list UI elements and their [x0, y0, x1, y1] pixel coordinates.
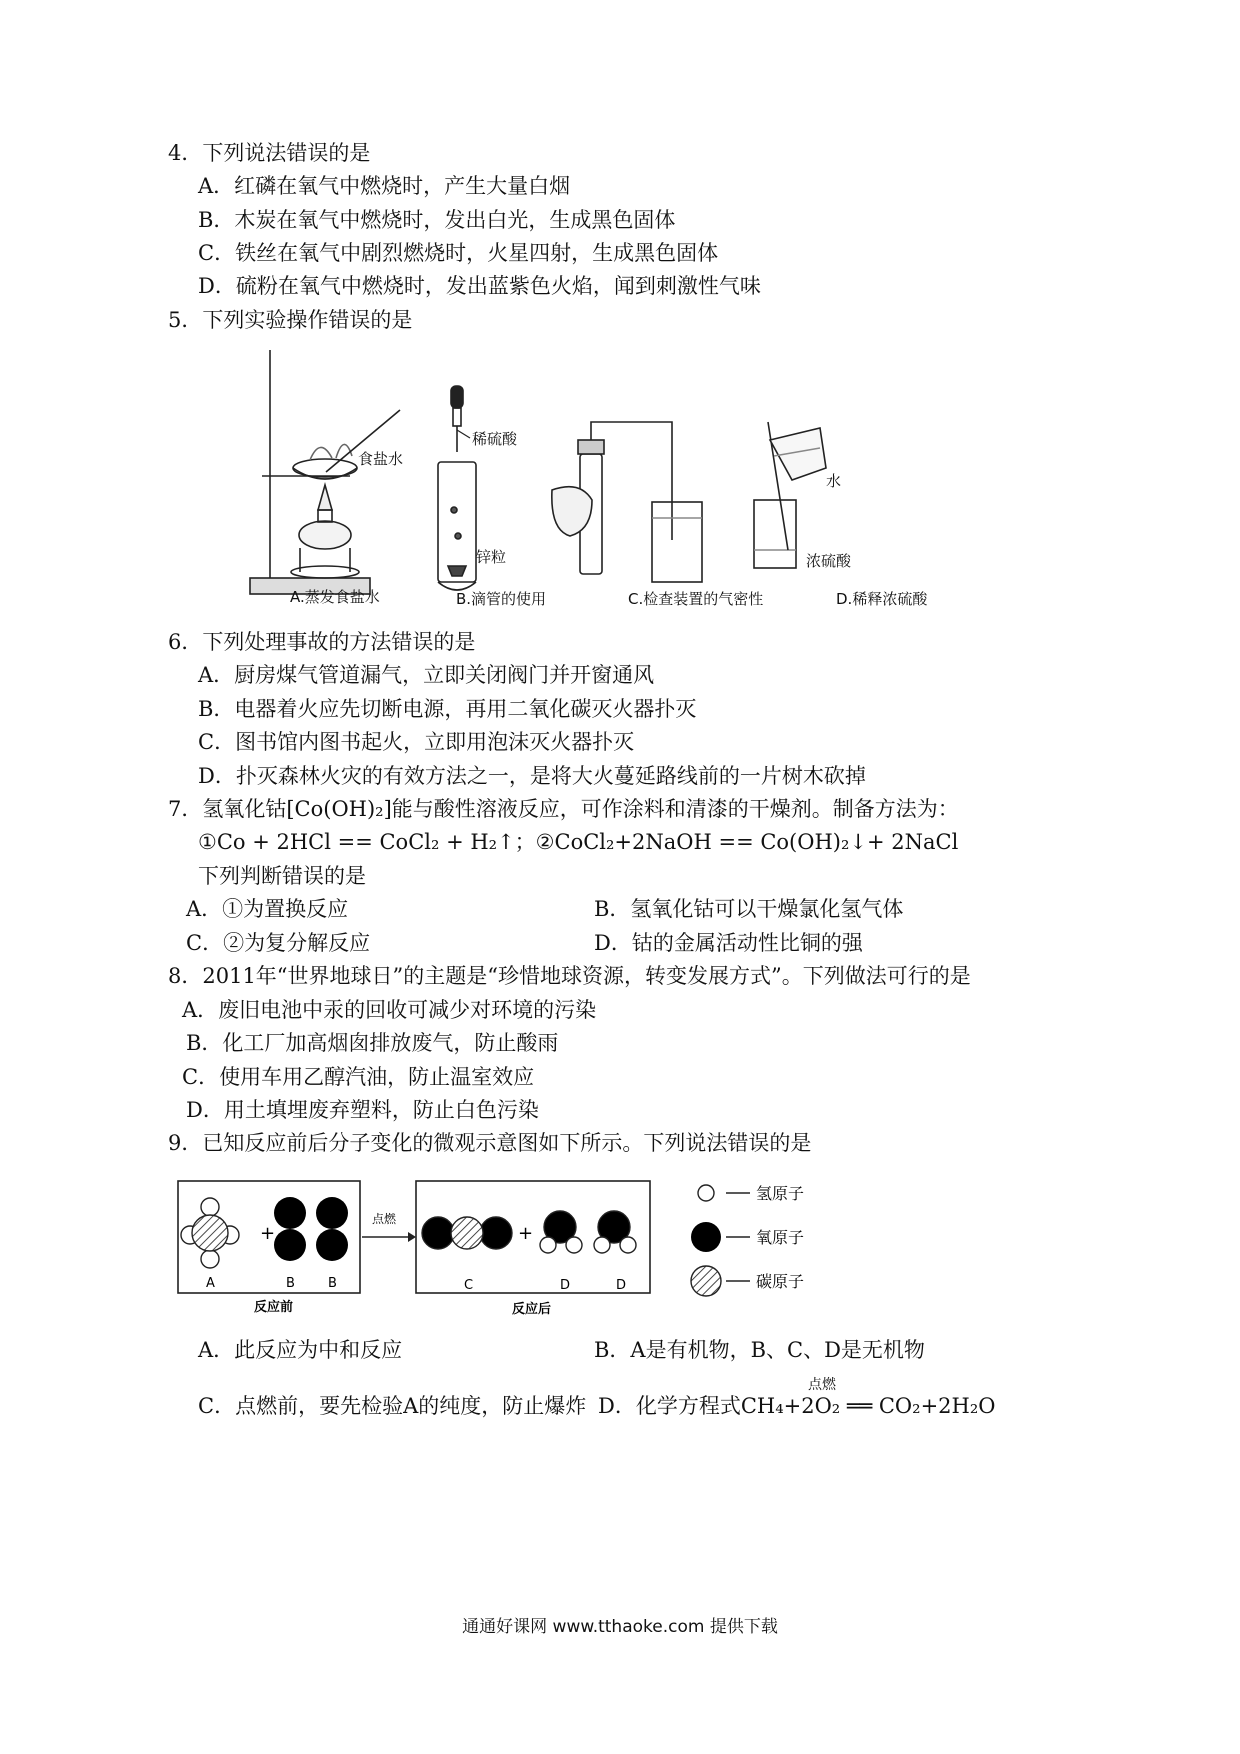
q4-option-b: B．木炭在氧气中燃烧时，发出白光，生成黑色固体 [198, 208, 676, 232]
q4-option-a: A．红磷在氧气中燃烧时，产生大量白烟 [198, 174, 571, 198]
dilution-apparatus [754, 422, 826, 568]
q4-stem: 4．下列说法错误的是 [168, 141, 371, 165]
q9-option-a: A．此反应为中和反应 [198, 1338, 403, 1362]
svg-text:+: + [260, 1223, 276, 1244]
label-zinc: 锌粒 [476, 548, 507, 566]
legend-hydrogen: 氢原子 [756, 1184, 805, 1203]
label-salt-water: 食盐水 [358, 450, 404, 468]
q8-option-d: D．用土填埋废弃塑料，防止白色污染 [186, 1098, 539, 1122]
q4-option-d: D．硫粉在氧气中燃烧时，发出蓝紫色火焰，闻到刺激性气味 [198, 274, 761, 298]
q9-reaction-condition: 点燃 [808, 1377, 836, 1393]
oxygen-molecules [274, 1197, 348, 1261]
caption-b: B.滴管的使用 [456, 590, 547, 608]
label-b1: B [286, 1276, 295, 1291]
caption-a: A.蒸发食盐水 [290, 588, 380, 606]
label-c: C [464, 1278, 474, 1293]
label-dilute-acid: 稀硫酸 [472, 430, 518, 448]
svg-text:+: + [518, 1223, 534, 1244]
label-water: 水 [826, 472, 842, 490]
legend-carbon-swatch [691, 1266, 721, 1296]
q7-option-b: B．氢氧化钴可以干燥氯化氢气体 [594, 897, 904, 921]
airtightness-apparatus [552, 422, 702, 582]
page-footer: 通通好课网 www.tthaoke.com 提供下载 [462, 1617, 778, 1637]
q8-option-b: B．化工厂加高烟囱排放废气，防止酸雨 [186, 1031, 559, 1055]
q6-option-d: D．扑灭森林火灾的有效方法之一，是将大火蔓延路线前的一片树木砍掉 [198, 764, 866, 788]
label-d2: D [616, 1278, 627, 1293]
q5-stem: 5．下列实验操作错误的是 [168, 308, 413, 332]
label-b2: B [328, 1276, 337, 1291]
q7-subquestion: 下列判断错误的是 [198, 864, 366, 888]
q8-stem: 8．2011年“世界地球日”的主题是“珍惜地球资源，转变发展方式”。下列做法可行的是 [168, 964, 971, 988]
caption-c: C.检查装置的气密性 [628, 590, 764, 608]
legend-oxygen: 氧原子 [756, 1228, 805, 1247]
evaporation-apparatus [250, 350, 400, 594]
q7-option-d: D．钴的金属活动性比铜的强 [594, 931, 863, 955]
label-conc-acid: 浓硫酸 [806, 552, 852, 570]
arrow-label: 点燃 [372, 1212, 397, 1226]
q8-option-a: A．废旧电池中汞的回收可减少对环境的污染 [182, 998, 597, 1022]
q7-option-a: A．①为置换反应 [186, 897, 349, 921]
label-d1: D [560, 1278, 571, 1293]
q9-option-c: C．点燃前，要先检验A的纯度，防止爆炸 [198, 1394, 587, 1418]
q9-stem: 9．已知反应前后分子变化的微观示意图如下所示。下列说法错误的是 [168, 1131, 812, 1155]
label-a: A [206, 1276, 215, 1291]
q7-equations: ①Co + 2HCl == CoCl₂ + H₂↑；②CoCl₂+2NaOH == Co(OH)₂↓+ 2NaCl [198, 830, 959, 854]
q6-option-a: A．厨房煤气管道漏气，立即关闭阀门并开窗通风 [198, 663, 655, 687]
q6-option-c: C．图书馆内图书起火，立即用泡沫灭火器扑灭 [198, 730, 635, 754]
methane-molecule [181, 1198, 239, 1268]
after-caption: 反应后 [512, 1302, 552, 1317]
carbon-dioxide-molecule [422, 1217, 512, 1249]
q6-stem: 6．下列处理事故的方法错误的是 [168, 630, 476, 654]
q4-option-c: C．铁丝在氧气中剧烈燃烧时，火星四射，生成黑色固体 [198, 241, 719, 265]
q6-option-b: B．电器着火应先切断电源，再用二氧化碳灭火器扑灭 [198, 697, 697, 721]
before-caption: 反应前 [254, 1300, 294, 1315]
caption-d: D.稀释浓硫酸 [836, 590, 928, 608]
q9-option-b: B．A是有机物，B、C、D是无机物 [594, 1338, 925, 1362]
q7-option-c: C．②为复分解反应 [186, 931, 371, 955]
q7-stem: 7．氢氧化钴[Co(OH)₂]能与酸性溶液反应，可作涂料和清漆的干燥剂。制备方法为： [168, 797, 959, 821]
q8-option-c: C．使用车用乙醇汽油，防止温室效应 [182, 1065, 535, 1089]
q9-option-d: D．化学方程式CH₄+2O₂ ══ CO₂+2H₂O [598, 1394, 996, 1418]
dropper-apparatus [438, 386, 476, 590]
q9-reaction-diagram [170, 1165, 850, 1325]
legend-hydrogen-swatch [698, 1185, 714, 1201]
water-molecules [540, 1211, 636, 1253]
legend-oxygen-swatch [691, 1222, 721, 1252]
legend-carbon: 碳原子 [756, 1272, 805, 1291]
q5-apparatus-figure [240, 340, 960, 615]
